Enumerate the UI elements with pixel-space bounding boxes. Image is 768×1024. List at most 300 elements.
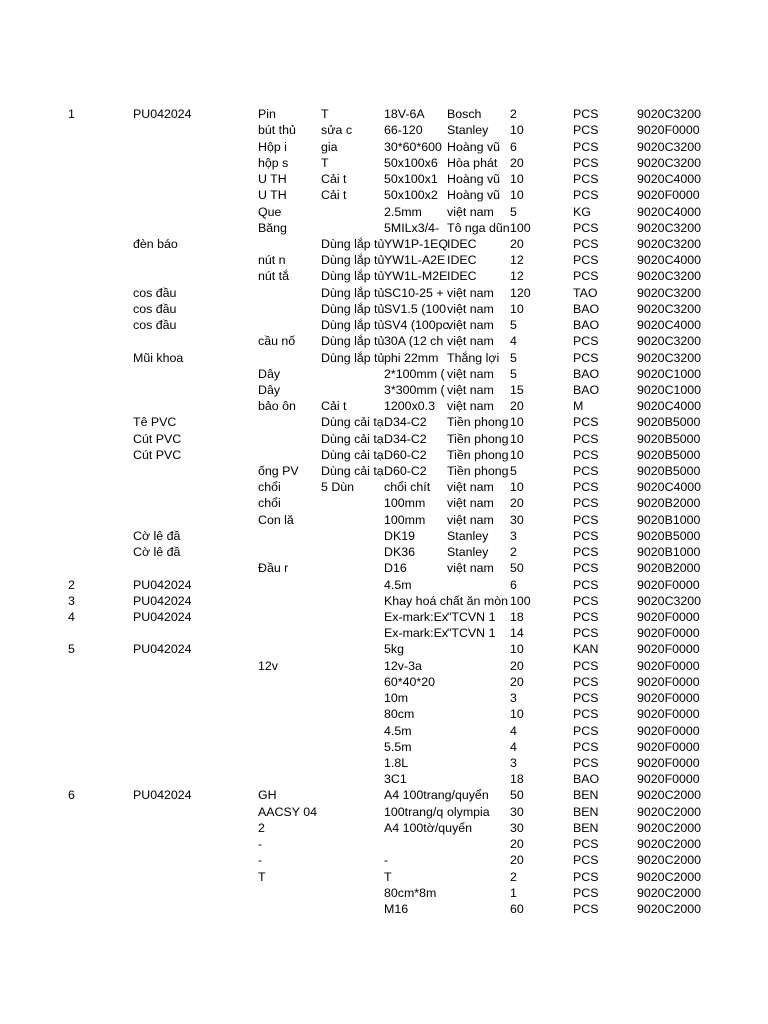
table-cell: gia — [321, 139, 338, 154]
table-cell — [133, 706, 258, 722]
table-cell: 9020C2000 — [637, 788, 702, 803]
table-row — [68, 333, 700, 349]
table-cell: YW1L-A2E — [384, 253, 446, 268]
table-cell: 5 — [510, 366, 517, 381]
table-cell: Stanley — [447, 123, 489, 138]
table-row — [68, 122, 700, 138]
table-cell: PCS — [573, 869, 599, 884]
table-cell: 1.8L — [384, 755, 409, 770]
table-cell: Dùng lắp tủ — [321, 350, 385, 365]
table-cell: chổi — [258, 480, 281, 495]
table-cell: D16 — [384, 561, 407, 576]
table-cell: PCS — [573, 691, 599, 706]
table-cell: 9020C4000 — [637, 172, 702, 187]
table-cell: 12 — [510, 253, 524, 268]
table-row — [68, 625, 700, 641]
table-cell: việt nam — [447, 285, 494, 300]
table-cell: 2*100mm ( — [384, 366, 445, 381]
table-cell: PU042024 — [133, 788, 192, 803]
table-cell — [68, 625, 133, 641]
table-cell — [68, 528, 133, 544]
table-cell: 9020C3200 — [637, 107, 702, 122]
table-row — [68, 771, 700, 787]
table-cell: 9020F0000 — [637, 577, 700, 592]
table-cell: SC10-25 + — [384, 285, 444, 300]
table-cell — [68, 333, 133, 349]
table-cell: ống PV — [258, 464, 299, 479]
table-cell: việt nam — [447, 480, 494, 495]
table-cell: 4.5m — [384, 577, 412, 592]
table-cell — [321, 511, 384, 527]
table-cell — [447, 674, 510, 690]
table-cell: 9020C3200 — [637, 220, 702, 235]
table-cell: 9020B1000 — [637, 545, 701, 560]
table-row — [68, 398, 700, 414]
table-row — [68, 657, 700, 673]
table-row — [68, 171, 700, 187]
table-cell: T — [258, 869, 266, 884]
table-cell — [133, 382, 258, 398]
table-cell — [133, 366, 258, 382]
table-cell: PCS — [573, 431, 599, 446]
table-cell — [258, 430, 321, 446]
table-cell — [133, 739, 258, 755]
table-cell: "TCVN 1 — [447, 626, 496, 641]
table-cell — [68, 657, 133, 673]
table-cell — [68, 560, 133, 576]
data-table — [68, 92, 700, 917]
table-cell — [321, 901, 384, 917]
table-cell: chổi — [258, 496, 281, 511]
table-cell: 9020B5000 — [637, 415, 701, 430]
table-cell — [133, 820, 258, 836]
table-cell: Dùng cải tạ — [321, 447, 384, 462]
table-row — [68, 495, 700, 511]
table-cell: Bosch — [447, 107, 482, 122]
table-cell: 1200x0.3 — [384, 399, 435, 414]
table-cell — [68, 414, 133, 430]
table-cell: PCS — [573, 107, 599, 122]
table-cell: 9020C4000 — [637, 399, 702, 414]
table-cell: 9020F0000 — [637, 658, 700, 673]
table-cell: M — [573, 399, 584, 414]
table-cell — [68, 382, 133, 398]
table-cell: 9020C3200 — [637, 155, 702, 170]
table-cell: 12v — [258, 658, 278, 673]
table-cell: 100 — [510, 220, 531, 235]
table-cell: 9020C3200 — [637, 350, 702, 365]
table-row — [68, 349, 700, 365]
table-cell — [133, 268, 258, 284]
table-cell — [133, 122, 258, 138]
table-cell: 9020C3200 — [637, 301, 702, 316]
table-row — [68, 755, 700, 771]
table-cell: Dùng lắp tủ — [321, 318, 385, 333]
table-cell — [321, 690, 384, 706]
table-cell — [258, 625, 321, 641]
table-cell — [68, 803, 133, 819]
table-cell — [133, 138, 258, 154]
table-row — [68, 576, 700, 592]
table-cell: KAN — [573, 642, 599, 657]
table-cell — [133, 690, 258, 706]
table-row — [68, 236, 700, 252]
table-cell: 9020C4000 — [637, 253, 702, 268]
table-cell — [133, 722, 258, 738]
table-cell: PCS — [573, 123, 599, 138]
table-cell: A4 100trang/quyển — [384, 788, 489, 803]
table-row — [68, 447, 700, 463]
table-cell: 10 — [510, 301, 524, 316]
table-cell: Cút PVC — [133, 431, 182, 446]
table-row — [68, 430, 700, 446]
table-row — [68, 690, 700, 706]
table-cell: 60*40*20 — [384, 674, 435, 689]
table-row — [68, 722, 700, 738]
table-cell: Stanley — [447, 528, 489, 543]
table-cell — [133, 657, 258, 673]
table-cell — [321, 544, 384, 560]
table-cell: 100 — [510, 593, 531, 608]
table-cell: việt nam — [447, 496, 494, 511]
table-cell — [321, 560, 384, 576]
table-cell: 6 — [68, 788, 75, 803]
table-cell: 20 — [510, 853, 524, 868]
table-cell: 9020F0000 — [637, 707, 700, 722]
table-cell — [321, 576, 384, 592]
table-cell: 9020C4000 — [637, 204, 702, 219]
table-cell — [321, 625, 384, 641]
table-cell: PCS — [573, 577, 599, 592]
table-cell: Pin — [258, 107, 276, 122]
table-cell: 80cm — [384, 707, 415, 722]
table-cell: 10m — [384, 691, 409, 706]
header-cell — [510, 92, 573, 106]
table-cell — [68, 479, 133, 495]
table-cell — [321, 803, 384, 819]
table-cell — [447, 755, 510, 771]
table-cell: việt nam — [447, 382, 494, 397]
table-cell — [68, 722, 133, 738]
table-cell: 5.5m — [384, 739, 412, 754]
table-cell: Tiền phong — [447, 431, 509, 446]
table-cell: Dùng lắp tủ — [321, 269, 385, 284]
table-cell: D60-C2 — [384, 464, 427, 479]
table-cell — [133, 333, 258, 349]
table-cell: 9020F0000 — [637, 674, 700, 689]
table-cell — [133, 755, 258, 771]
table-cell: 9020C2000 — [637, 853, 702, 868]
table-cell — [68, 739, 133, 755]
table-cell: PCS — [573, 236, 599, 251]
table-row — [68, 203, 700, 219]
table-cell — [258, 739, 321, 755]
table-cell: 9020F0000 — [637, 626, 700, 641]
table-cell — [68, 317, 133, 333]
table-cell — [133, 171, 258, 187]
table-cell — [258, 771, 321, 787]
table-cell: 9020C1000 — [637, 366, 702, 381]
table-row — [68, 220, 700, 236]
table-cell: 5 — [510, 318, 517, 333]
table-cell: M16 — [384, 901, 409, 916]
table-cell: 30 — [510, 820, 524, 835]
table-cell — [68, 236, 133, 252]
table-cell: PCS — [573, 901, 599, 916]
table-cell: PU042024 — [133, 610, 192, 624]
table-cell: BEN — [573, 820, 599, 835]
table-cell — [133, 674, 258, 690]
table-cell: cos đầu — [133, 301, 177, 316]
table-cell: Hộp i — [258, 139, 287, 154]
table-cell: 10 — [510, 431, 524, 446]
table-cell: PCS — [573, 188, 599, 203]
table-cell: PCS — [573, 837, 599, 852]
table-cell — [133, 803, 258, 819]
table-row — [68, 155, 700, 171]
table-cell — [258, 414, 321, 430]
table-cell — [258, 722, 321, 738]
table-cell: Ex-mark:Ex — [384, 626, 449, 641]
table-cell: PCS — [573, 885, 599, 900]
table-cell: PCS — [573, 269, 599, 284]
table-cell: 18 — [510, 772, 524, 787]
table-cell — [447, 706, 510, 722]
table-cell — [258, 755, 321, 771]
table-cell: Hoàng vũ — [447, 172, 501, 187]
table-cell: 10 — [510, 707, 524, 722]
table-cell: 5 — [510, 204, 517, 219]
table-cell — [133, 885, 258, 901]
table-cell: việt nam — [447, 366, 494, 381]
table-cell: 20 — [510, 236, 524, 251]
table-cell: GH — [258, 788, 277, 803]
table-cell: PCS — [573, 253, 599, 268]
table-cell: 20 — [510, 496, 524, 511]
table-cell: PCS — [573, 496, 599, 511]
table-cell: PCS — [573, 755, 599, 770]
table-cell: IDEC — [447, 236, 477, 251]
table-cell — [68, 852, 133, 868]
table-cell: Cải t — [321, 188, 347, 203]
table-cell — [447, 739, 510, 755]
table-cell: 2 — [510, 869, 517, 884]
table-cell — [321, 820, 384, 836]
header-cell — [384, 92, 447, 106]
table-cell — [68, 220, 133, 236]
table-cell — [68, 771, 133, 787]
table-cell — [258, 885, 321, 901]
table-cell: đèn báo — [133, 236, 178, 251]
table-cell: "TCVN 1 — [447, 610, 496, 624]
table-row — [68, 820, 700, 836]
table-cell: 100trang/q — [384, 804, 444, 819]
table-cell: PCS — [573, 447, 599, 462]
table-cell: 9020B5000 — [637, 464, 701, 479]
table-cell: YW1P-1EQ — [384, 236, 449, 251]
table-cell — [258, 544, 321, 560]
table-cell: PCS — [573, 480, 599, 495]
table-cell — [68, 463, 133, 479]
table-cell — [133, 220, 258, 236]
table-row — [68, 463, 700, 479]
table-cell: 9020F0000 — [637, 188, 700, 203]
table-cell: Đầu r — [258, 561, 289, 576]
table-cell: việt nam — [447, 204, 494, 219]
table-cell — [133, 203, 258, 219]
table-cell: 9020C3200 — [637, 236, 702, 251]
table-row — [68, 317, 700, 333]
table-cell — [133, 495, 258, 511]
table-cell: 2 — [68, 577, 75, 592]
table-cell: SV1.5 (100 — [384, 301, 446, 316]
table-cell — [321, 787, 384, 803]
table-cell: U TH — [258, 188, 287, 203]
table-cell — [133, 625, 258, 641]
table-cell: việt nam — [447, 301, 494, 316]
table-cell — [321, 593, 384, 609]
table-cell: PCS — [573, 674, 599, 689]
table-cell — [447, 641, 510, 657]
table-cell: 9020F0000 — [637, 642, 700, 657]
table-cell — [133, 836, 258, 852]
header-cell — [573, 92, 637, 106]
table-cell — [68, 301, 133, 317]
table-cell — [68, 836, 133, 852]
table-cell — [447, 657, 510, 673]
table-cell: 9020C4000 — [637, 318, 702, 333]
table-cell: 5 — [68, 642, 75, 657]
table-cell: YW1L-M2E — [384, 269, 448, 284]
table-cell — [68, 155, 133, 171]
table-cell — [68, 511, 133, 527]
table-cell — [321, 220, 384, 236]
table-cell: 9020F0000 — [637, 610, 700, 624]
table-cell: 3 — [68, 593, 75, 608]
table-cell: Dùng cải tạ — [321, 415, 384, 430]
table-row — [68, 284, 700, 300]
header-cell — [133, 92, 258, 106]
table-cell — [133, 560, 258, 576]
table-cell: 9020C2000 — [637, 869, 702, 884]
table-cell: Hoàng vũ — [447, 139, 501, 154]
table-cell: việt nam — [447, 399, 494, 414]
table-cell: bảo ôn — [258, 399, 296, 414]
table-cell: cos đầu — [133, 285, 177, 300]
table-cell: 30A (12 ch — [384, 334, 444, 349]
table-cell: PCS — [573, 512, 599, 527]
table-cell: 1 — [510, 885, 517, 900]
table-cell — [258, 706, 321, 722]
table-cell — [68, 447, 133, 463]
table-cell: 50 — [510, 788, 524, 803]
table-row — [68, 593, 700, 609]
spreadsheet — [68, 92, 708, 917]
table-cell: D60-C2 — [384, 447, 427, 462]
table-cell — [447, 771, 510, 787]
table-cell — [133, 463, 258, 479]
table-cell: PCS — [573, 707, 599, 722]
table-cell: 5kg — [384, 642, 404, 657]
table-cell: 9020B5000 — [637, 447, 701, 462]
table-cell: DK19 — [384, 528, 415, 543]
table-cell: Dùng lắp tủ — [321, 253, 385, 268]
table-cell: PCS — [573, 853, 599, 868]
table-cell: Tiền phong — [447, 415, 509, 430]
table-cell: PCS — [573, 464, 599, 479]
table-cell — [321, 674, 384, 690]
table-cell: 9020C2000 — [637, 804, 702, 819]
table-cell: Tô nga dũn — [447, 220, 510, 235]
table-cell — [447, 576, 510, 592]
table-cell — [384, 836, 447, 852]
table-cell — [133, 511, 258, 527]
table-cell: T — [321, 155, 329, 170]
table-cell — [321, 771, 384, 787]
table-cell — [258, 528, 321, 544]
table-cell: 3 — [510, 691, 517, 706]
table-cell: - — [384, 853, 389, 868]
table-cell: PCS — [573, 658, 599, 673]
table-cell: BEN — [573, 804, 599, 819]
table-cell — [68, 495, 133, 511]
table-cell — [68, 122, 133, 138]
table-cell: việt nam — [447, 334, 494, 349]
table-cell: olympia — [447, 804, 490, 819]
table-cell: 9020C2000 — [637, 901, 702, 916]
table-cell: 3*300mm ( — [384, 382, 445, 397]
table-cell: 10 — [510, 415, 524, 430]
table-cell: PCS — [573, 528, 599, 543]
table-cell: 3 — [510, 755, 517, 770]
table-cell: 10 — [510, 172, 524, 187]
table-row — [68, 106, 700, 122]
table-cell: 9020F0000 — [637, 755, 700, 770]
table-cell: Dây — [258, 382, 281, 397]
table-cell: 3C1 — [384, 772, 407, 787]
table-cell: 9020C4000 — [637, 480, 702, 495]
table-cell — [321, 203, 384, 219]
table-cell — [68, 706, 133, 722]
table-cell — [258, 301, 321, 317]
table-cell: 9020B2000 — [637, 561, 701, 576]
table-cell: 18 — [510, 610, 524, 624]
table-cell: Mũi khoa — [133, 350, 184, 365]
table-cell — [68, 544, 133, 560]
table-cell: Dây — [258, 366, 281, 381]
table-cell: 5MILx3/4- — [384, 220, 440, 235]
table-cell: KG — [573, 204, 591, 219]
table-cell — [258, 447, 321, 463]
table-cell: PCS — [573, 739, 599, 754]
table-cell — [321, 868, 384, 884]
table-cell: PCS — [573, 593, 599, 608]
table-cell: 20 — [510, 399, 524, 414]
table-row — [68, 852, 700, 868]
table-row — [68, 268, 700, 284]
table-cell: 4 — [510, 739, 517, 754]
table-cell: Hoàng vũ — [447, 188, 501, 203]
table-cell: 100mm — [384, 496, 426, 511]
header-cell — [68, 92, 133, 106]
table-cell: nút tắ — [258, 269, 290, 284]
table-cell — [68, 674, 133, 690]
header-cell — [447, 92, 510, 106]
table-cell: 9020B1000 — [637, 512, 701, 527]
table-cell: 15 — [510, 382, 524, 397]
table-cell: Cút PVC — [133, 447, 182, 462]
table-row — [68, 609, 700, 625]
